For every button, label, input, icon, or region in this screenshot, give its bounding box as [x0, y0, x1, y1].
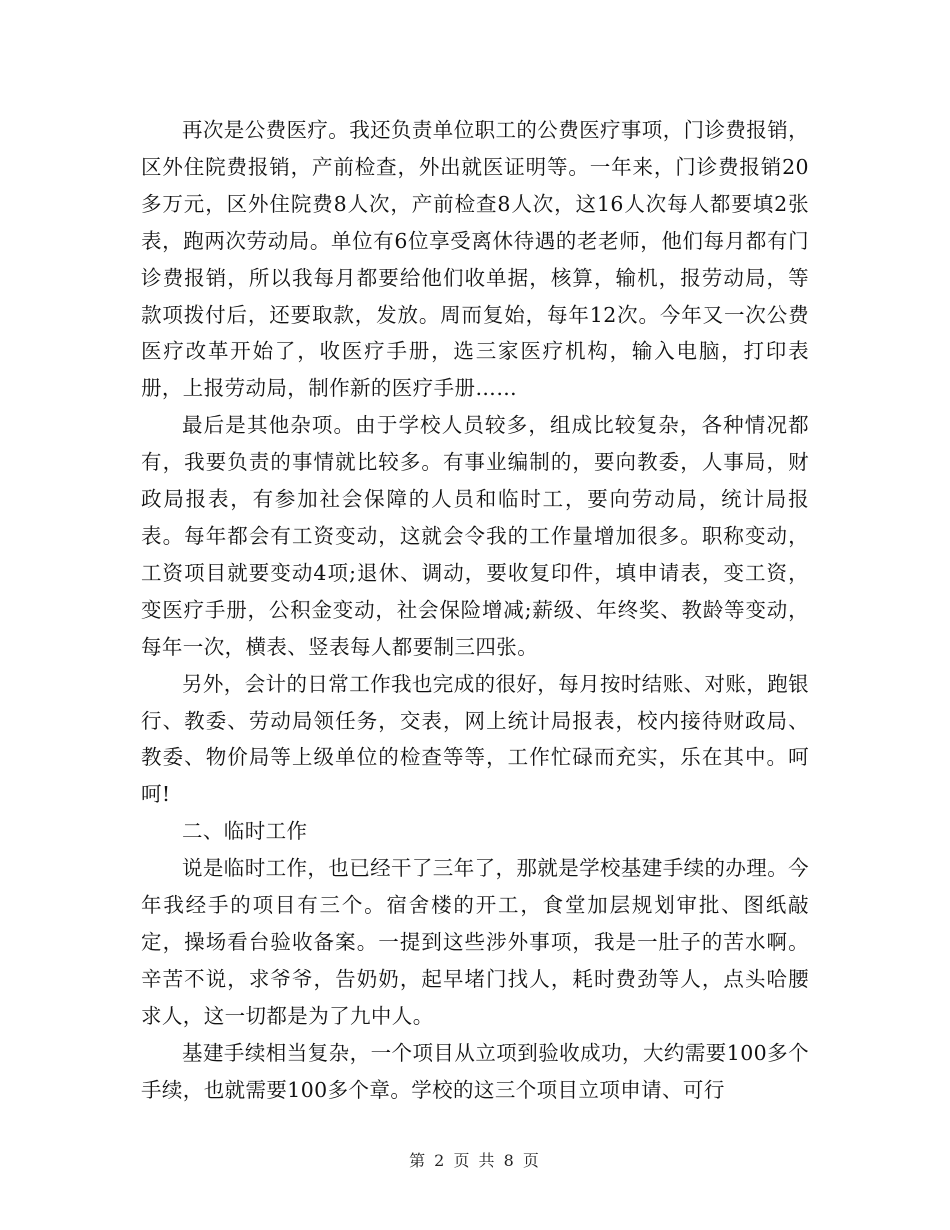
paragraph-construction-procedures: 基建手续相当复杂，一个项目从立项到验收成功，大约需要100多个手续，也就需要100多个章。学校的这三个项目立项申请、可行: [141, 1040, 809, 1102]
page-footer: 第 2 页 共 8 页: [409, 1151, 541, 1170]
section-heading: 二、临时工作: [182, 819, 308, 844]
paragraph-public-medical: 再次是公费医疗。我还负责单位职工的公费医疗事项，门诊费报销，区外住院费报销，产前检查，外出就医证明等。一年来，门诊费报销20多万元，区外住院费8人次，产前检查8人次，这16人次每人都要填2张表，跑两次劳动局。单位有6位享受离休待遇的老老师，他们每月都有门诊费报销，所以我每月都要给他们收单据，核算，输机，报劳动局，等款项拨付后，还要取款，发放。周而复始，每年12次。今年又一次公费医疗改革开始了，收医疗手册，选三家医疗机构，输入电脑，打印表册，上报劳动局，制作新的医疗手册……: [141, 118, 809, 401]
paragraph-daily-accounting: 另外，会计的日常工作我也完成的很好，每月按时结账、对账，跑银行、教委、劳动局领任务，交表，网上统计局报表，校内接待财政局、教委、物价局等上级单位的检查等等，工作忙碌而充实，乐在其中。呵呵!: [141, 671, 809, 807]
paragraph-miscellaneous: 最后是其他杂项。由于学校人员较多，组成比较复杂，各种情况都有，我要负责的事情就比较多。有事业编制的，要向教委，人事局，财政局报表，有参加社会保障的人员和临时工，要向劳动局，统计局报表。每年都会有工资变动，这就会令我的工作量增加很多。职称变动，工资项目就要变动4项;退休、调动，要收复印件，填申请表，变工资，变医疗手册，公积金变动，社会保险增减;薪级、年终奖、教龄等变动，每年一次，横表、竖表每人都要制三四张。: [141, 413, 809, 659]
paragraph-temporary-work: 说是临时工作，也已经干了三年了，那就是学校基建手续的办理。今年我经手的项目有三个。宿舍楼的开工，食堂加层规划审批、图纸敲定，操场看台验收备案。一提到这些涉外事项，我是一肚子的苦水啊。辛苦不说，求爷爷，告奶奶，起早堵门找人，耗时费劲等人，点头哈腰求人，这一切都是为了九中人。: [141, 856, 809, 1028]
document-body: [141, 112, 809, 1108]
